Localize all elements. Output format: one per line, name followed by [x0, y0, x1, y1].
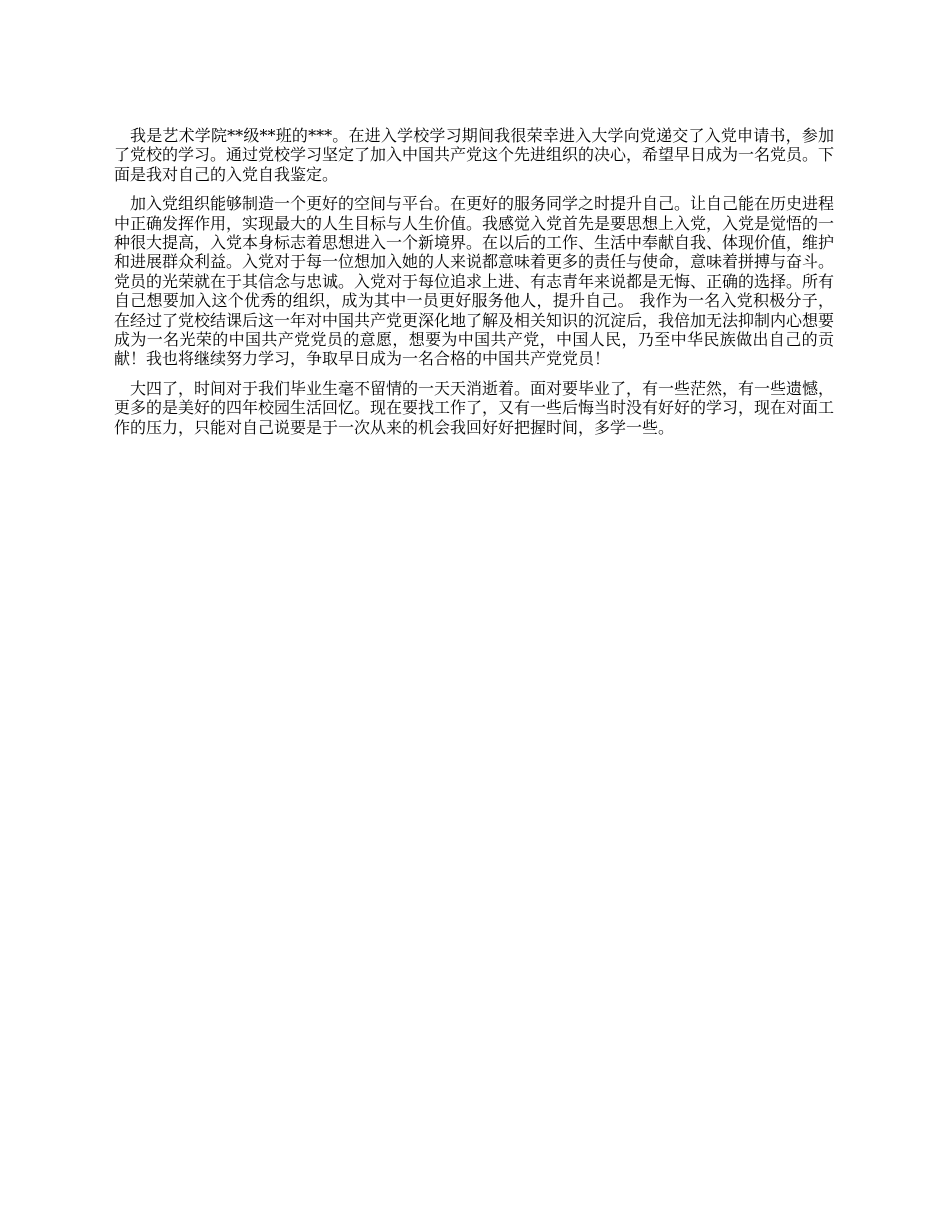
document-body [114, 126, 834, 447]
paragraph-senior-year: 大四了，时间对于我们毕业生毫不留情的一天天消逝着。面对要毕业了，有一些茫然，有一些遗憾，更多的是美好的四年校园生活回忆。现在要找工作了，又有一些后悔当时没有好好的学习，现在对面工作的压力，只能对自己说要是于一次从来的机会我回好好把握时间，多学一些。 [114, 378, 835, 437]
paragraph-self-introduction: 我是艺术学院**级**班的***。在进入学校学习期间我很荣幸进入大学向党递交了入党申请书，参加了党校的学习。通过党校学习坚定了加入中国共产党这个先进组织的决心，希望早日成为一名党员。下面是我对自己的入党自我鉴定。 [114, 126, 835, 184]
paragraph-party-membership: 加入党组织能够制造一个更好的空间与平台。在更好的服务同学之时提升自己。让自己能在历史进程中正确发挥作用，实现最大的人生目标与人生价值。我感觉入党首先是要思想上入党，入党是觉悟的一种很大提高，入党本身标志着思想进入一个新境界。在以后的工作、生活中奉献自我、体现价值，维护和进展群众利益。入党对于每一位想加入她的人来说都意味着更多的责任与使命，意味着拼搏与奋斗。党员的光荣就在于其信念与忠诚。入党对于每位追求上进、有志青年来说都是无悔、正确的选择。所有自己想要加入这个优秀的组织，成为其中一员更好服务他人，提升自己。 我作为一名入党积极分子，在经过了党校结课后这一年对中国共产党更深化地了解及相关知识的沉淀后，我倍加无法抑制内心想要成为一名光荣的中国共产党党员的意愿，想要为中国共产党，中国人民，乃至中华民族做出自己的贡献！我也将继续努力学习，争取早日成为一名合格的中国共产党党员！ [114, 194, 835, 369]
